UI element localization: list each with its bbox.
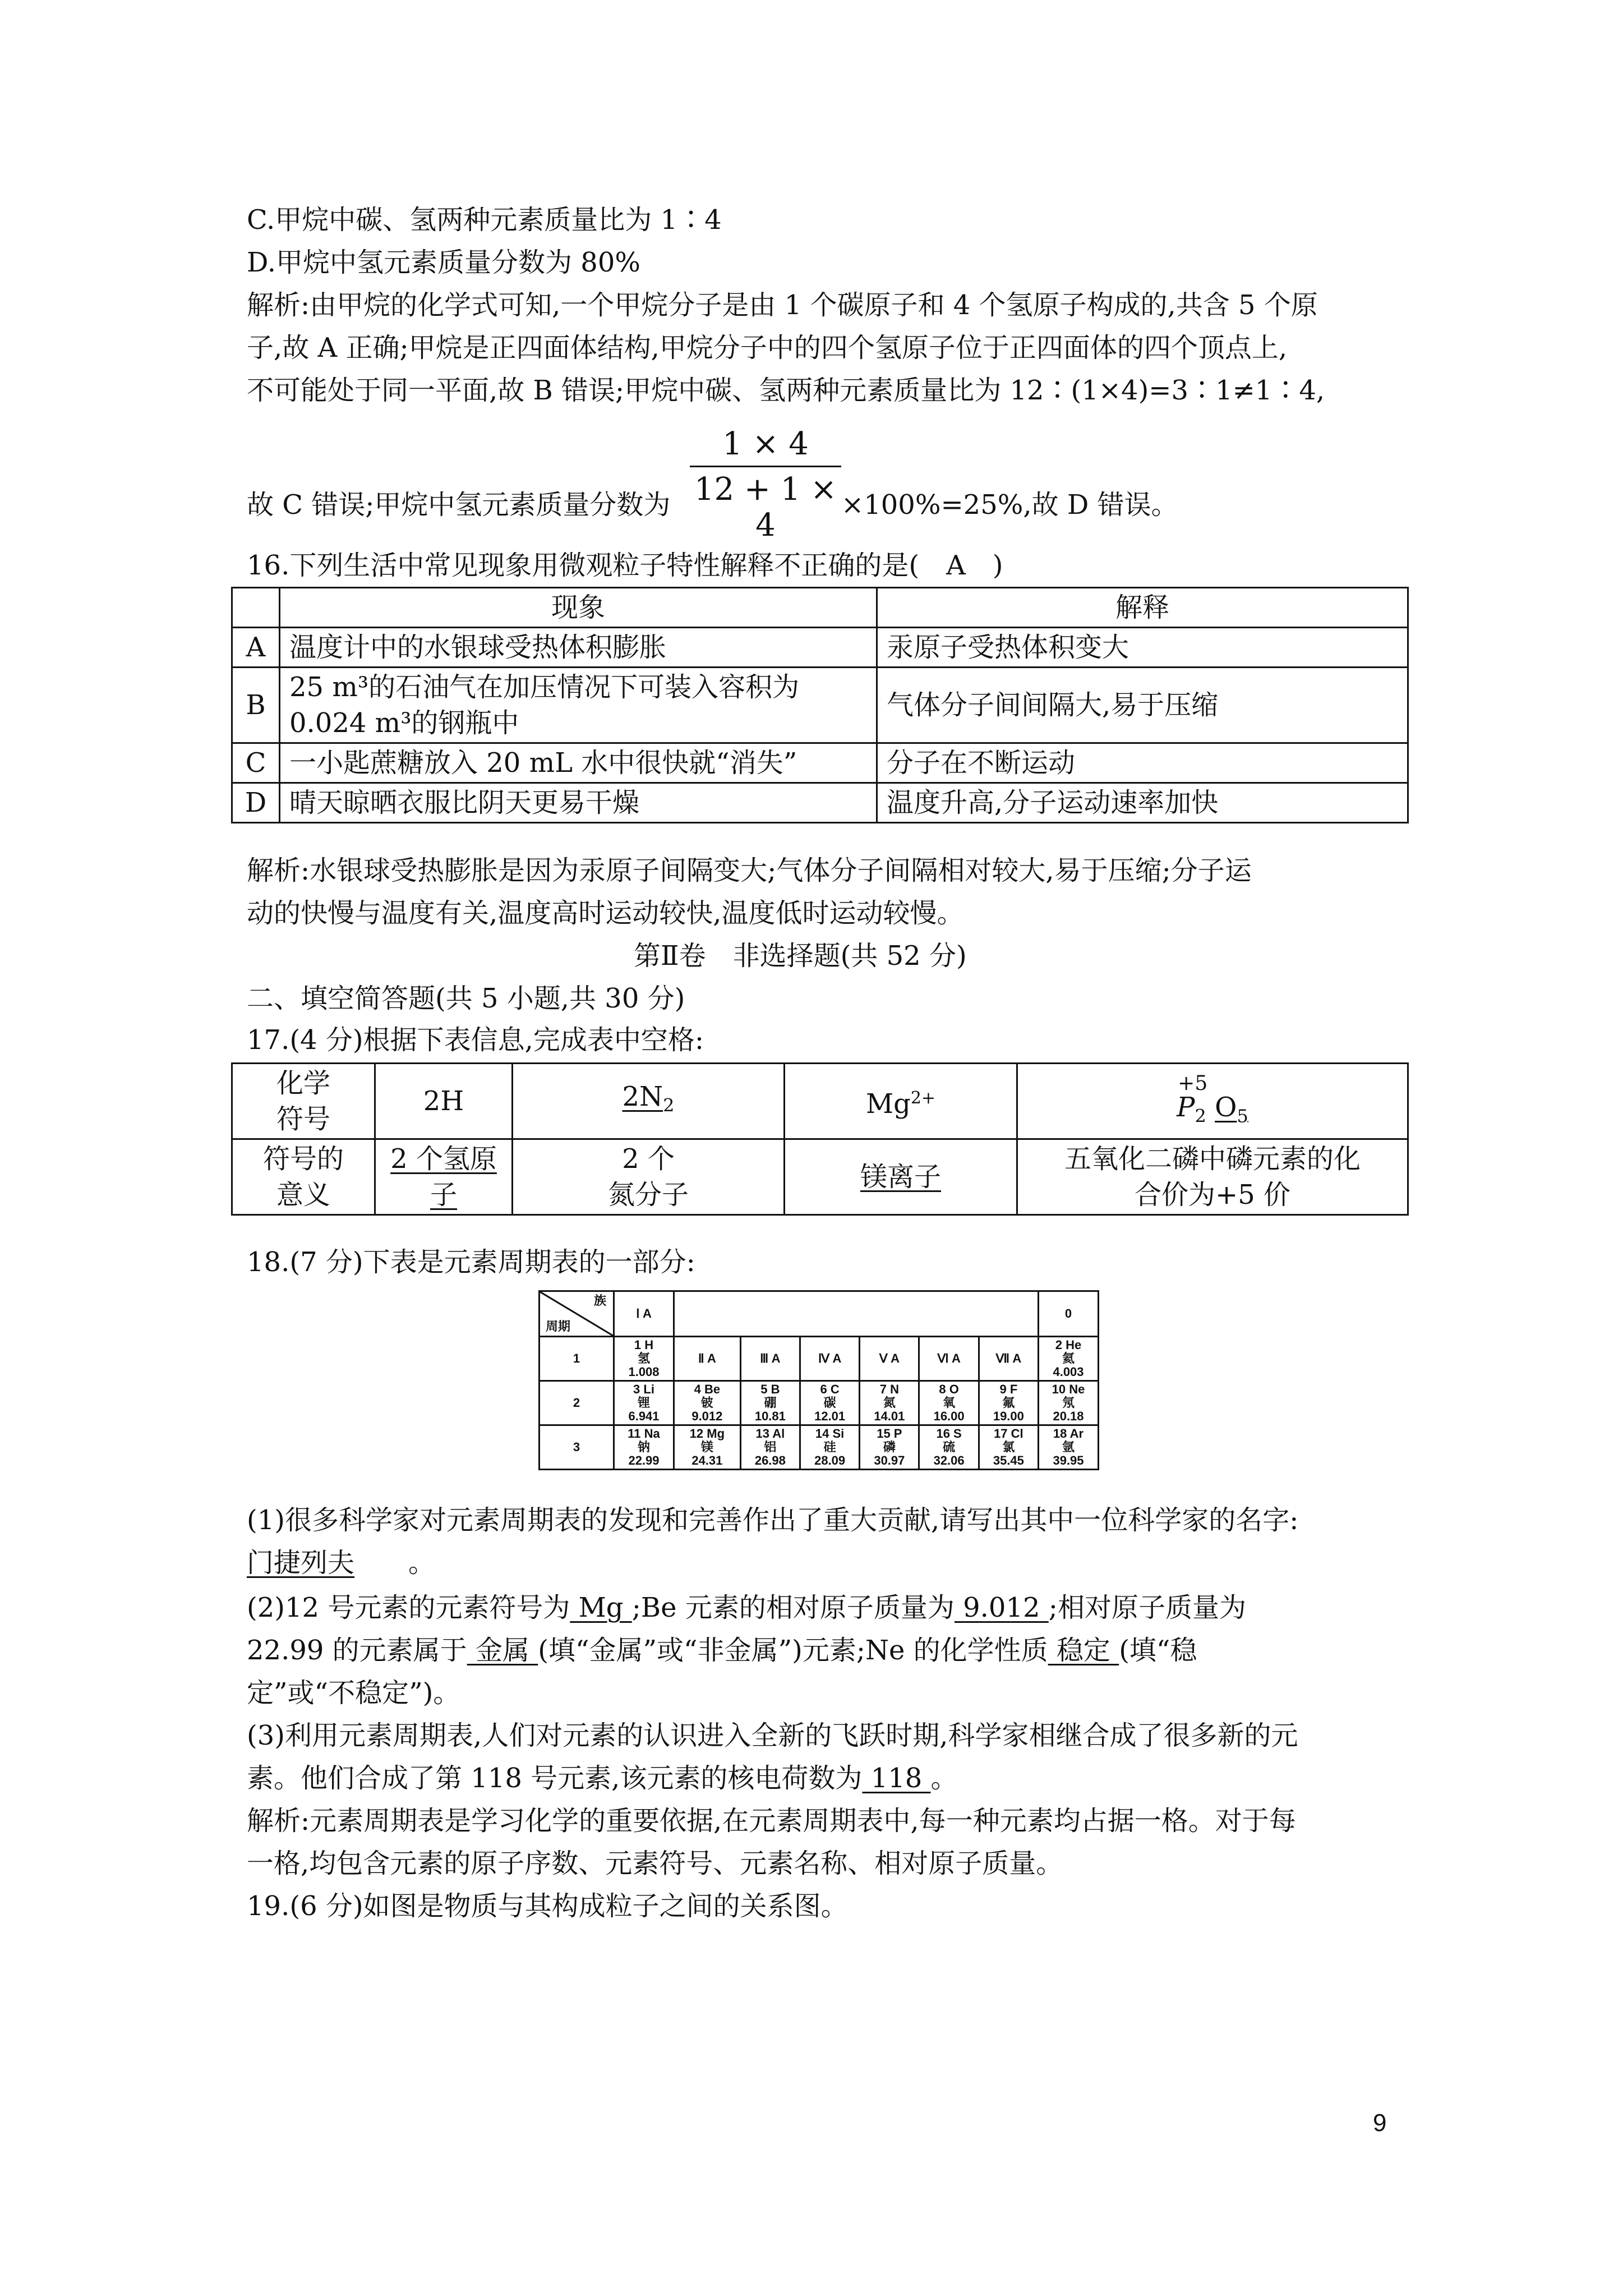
answer-symbol (1215, 1092, 1248, 1127)
element-name: 硅 (823, 1440, 836, 1454)
q17-stem: 17.(4 分)根据下表信息,完成表中空格: (247, 1024, 704, 1056)
symbol-text: O (1215, 1092, 1237, 1124)
q18-part2-line3: 定”或“不稳定”)。 (247, 1677, 460, 1709)
element-name: 锂 (637, 1396, 650, 1410)
q19-stem: 19.(6 分)如图是物质与其构成粒子之间的关系图。 (247, 1890, 848, 1922)
element-cell (1039, 1425, 1099, 1470)
oxidation-symbol (1177, 1072, 1208, 1134)
table-row (232, 1064, 1408, 1139)
group-header: Ⅰ A (614, 1291, 674, 1337)
symbol-text: 2N (622, 1081, 663, 1113)
meaning-cell (785, 1139, 1017, 1215)
element-mass: 14.01 (874, 1409, 905, 1423)
answer-blank: 稳定 (1048, 1635, 1119, 1666)
element-name: 碳 (823, 1396, 836, 1410)
mass-fraction (690, 426, 841, 544)
element-name: 铍 (700, 1396, 713, 1410)
text-run: ;相对原子质量为 (1048, 1592, 1246, 1623)
answer-blank: 金属 (467, 1635, 538, 1666)
text-run: (填“金属”或“非金属”)元素;Ne 的化学性质 (538, 1635, 1048, 1666)
element-symbol: 18 Ar (1053, 1427, 1084, 1441)
element-symbol: 16 S (936, 1427, 962, 1441)
q18-part1: (1)很多科学家对元素周期表的发现和完善作出了重大贡献,请写出其中一位科学家的名字: (247, 1504, 1299, 1536)
element-symbol: 2 He (1055, 1338, 1082, 1352)
q16-stem: 16.下列生活中常见现象用微观粒子特性解释不正确的是( A ) (247, 550, 1003, 581)
q18-part1-answer-line (247, 1545, 435, 1581)
periodic-table (538, 1290, 1099, 1470)
symbol-subscript: 2 (663, 1094, 675, 1116)
answer-line: 子 (430, 1179, 457, 1211)
answer-blank: 门捷列夫 (247, 1547, 355, 1579)
phenomenon-cell (280, 668, 877, 743)
element-name: 氦 (1062, 1351, 1075, 1365)
fraction-bar (690, 466, 841, 467)
element-mass: 1.008 (628, 1365, 660, 1379)
element-cell (740, 1425, 800, 1470)
cell-line: 0.024 m³的钢瓶中 (289, 707, 519, 739)
element-symbol: 14 Si (815, 1427, 845, 1441)
row-label: B (232, 668, 280, 743)
element-cell (860, 1381, 919, 1425)
sentence-end: 。 (408, 1547, 436, 1579)
blank-cell (674, 1291, 1039, 1337)
cell-line: 符号 (276, 1103, 330, 1135)
element-cell (614, 1337, 674, 1381)
explanation-cell: 汞原子受热体积变大 (877, 628, 1408, 668)
table-row (232, 628, 1408, 668)
element-mass: 4.003 (1053, 1365, 1084, 1379)
option-d: D.甲烷中氢元素质量分数为 80% (247, 247, 640, 278)
symbol-text: Mg (865, 1088, 911, 1120)
group-header: Ⅱ A (674, 1337, 741, 1381)
analysis-line-3: 不可能处于同一平面,故 B 错误;甲烷中碳、氢两种元素质量比为 12∶(1×4)=3∶1≠1∶4, (247, 375, 1325, 406)
section-title: 第Ⅱ卷 非选择题(共 52 分) (634, 940, 967, 972)
answer-line: 2 个氢原 (390, 1143, 497, 1175)
answer-line: 镁离子 (860, 1161, 941, 1193)
element-mass: 10.81 (754, 1409, 786, 1423)
analysis-line-4b: ×100%=25%,故 D 错误。 (841, 489, 1178, 521)
row-header (232, 1064, 375, 1139)
text-run: 22.99 的元素属于 (247, 1635, 467, 1666)
table-row (232, 668, 1408, 743)
q18-part2-line1 (247, 1590, 1246, 1626)
element-mass: 26.98 (754, 1453, 786, 1467)
q17-table (231, 1062, 1409, 1216)
element-symbol: 9 F (999, 1382, 1018, 1396)
row-header (232, 1139, 375, 1215)
q18-part3-line1: (3)利用元素周期表,人们对元素的认识进入全新的飞跃时期,科学家相继合成了很多新的元 (247, 1720, 1298, 1751)
table-header-row (540, 1291, 1099, 1337)
element-mass: 16.00 (933, 1409, 965, 1423)
analysis-line-4a: 故 C 错误;甲烷中氢元素质量分数为 (247, 489, 671, 521)
symbol-cell (513, 1064, 785, 1139)
element-cell (800, 1381, 859, 1425)
phenomenon-cell: 一小匙蔗糖放入 20 mL 水中很快就“消失” (280, 743, 877, 783)
element-symbol: 11 Na (628, 1427, 660, 1441)
element-mass: 32.06 (933, 1453, 965, 1467)
q16-analysis-2: 动的快慢与温度有关,温度高时运动较快,温度低时运动较慢。 (247, 898, 964, 929)
element-mass: 35.45 (993, 1453, 1024, 1467)
explanation-cell: 分子在不断运动 (877, 743, 1408, 783)
symbol-superscript: 2+ (910, 1088, 936, 1108)
element-name: 钠 (637, 1440, 650, 1454)
text-run: 。 (930, 1763, 958, 1794)
table-row (232, 743, 1408, 783)
table-row (540, 1425, 1099, 1470)
element-name: 氢 (637, 1351, 650, 1365)
fraction-numerator: 1 × 4 (722, 426, 809, 462)
element-cell (614, 1425, 674, 1470)
element-mass: 19.00 (993, 1409, 1024, 1423)
row-label: D (232, 783, 280, 823)
table-row (232, 783, 1408, 823)
element-name: 硫 (943, 1440, 956, 1454)
text-run: (填“稳 (1119, 1635, 1197, 1666)
element-symbol: 7 N (879, 1382, 899, 1396)
symbol-subscript: 2 (1195, 1105, 1206, 1127)
table-header: 现象 (280, 588, 877, 628)
period-number: 1 (540, 1337, 614, 1381)
element-symbol: 1 H (634, 1338, 654, 1352)
element-mass: 6.941 (628, 1409, 660, 1423)
answer-blank: 9.012 (954, 1592, 1049, 1623)
group-label: 族 (593, 1294, 606, 1308)
cell-line: 2 个 (622, 1143, 675, 1175)
element-cell (800, 1425, 859, 1470)
element-symbol: 4 Be (694, 1382, 721, 1396)
table-row (540, 1337, 1099, 1381)
element-symbol: 10 Ne (1052, 1382, 1085, 1396)
symbol-cell: 2H (375, 1064, 513, 1139)
q18-analysis-1: 解析:元素周期表是学习化学的重要依据,在元素周期表中,每一种元素均占据一格。对于每 (247, 1805, 1296, 1837)
element-name: 磷 (883, 1440, 896, 1454)
meaning-cell (375, 1139, 513, 1215)
answer-symbol (622, 1081, 675, 1116)
meaning-cell (1017, 1139, 1408, 1215)
element-cell (979, 1425, 1038, 1470)
element-name: 氖 (1062, 1396, 1075, 1410)
symbol-subscript: 5 (1237, 1105, 1248, 1127)
meaning-cell (513, 1139, 785, 1215)
element-name: 氧 (943, 1396, 956, 1410)
element-name: 镁 (700, 1440, 713, 1454)
element-mass: 24.31 (691, 1453, 723, 1467)
corner-header (540, 1291, 614, 1337)
element-cell (919, 1425, 979, 1470)
cell-line: 合价为+5 价 (1134, 1179, 1291, 1211)
group-header: 0 (1039, 1291, 1099, 1337)
element-symbol: 5 B (760, 1382, 780, 1396)
element-cell (1039, 1381, 1099, 1425)
row-label: A (232, 628, 280, 668)
q18-part2-line2 (247, 1632, 1197, 1668)
group-header: Ⅳ A (800, 1337, 859, 1381)
fraction-denominator: 12 + 1 × 4 (694, 471, 837, 544)
valence-mark: +5 (1178, 1072, 1208, 1096)
group-header: Ⅶ A (979, 1337, 1038, 1381)
answer-blank: 118 (862, 1763, 931, 1794)
phenomenon-cell: 晴天晾晒衣服比阴天更易干燥 (280, 783, 877, 823)
group-header: Ⅴ A (860, 1337, 919, 1381)
element-mass: 39.95 (1053, 1453, 1084, 1467)
q16-analysis-1: 解析:水银球受热膨胀是因为汞原子间隔变大;气体分子间隔相对较大,易于压缩;分子运 (247, 855, 1252, 886)
element-name: 铝 (764, 1440, 777, 1454)
element-cell (860, 1425, 919, 1470)
group-header: Ⅵ A (919, 1337, 979, 1381)
element-symbol: 17 Cl (994, 1427, 1023, 1441)
section-subtitle: 二、填空简答题(共 5 小题,共 30 分) (247, 983, 685, 1014)
element-cell (614, 1381, 674, 1425)
analysis-line-2: 子,故 A 正确;甲烷是正四面体结构,甲烷分子中的四个氢原子位于正四面体的四个顶点上, (247, 332, 1288, 364)
page-number: 9 (1373, 2109, 1387, 2137)
row-label: C (232, 743, 280, 783)
element-symbol: 6 C (820, 1382, 840, 1396)
symbol-text: P (1177, 1092, 1195, 1124)
element-cell (674, 1425, 741, 1470)
table-header-row (232, 588, 1408, 628)
element-mass: 9.012 (691, 1409, 723, 1423)
element-mass: 20.18 (1053, 1409, 1084, 1423)
explanation-cell: 温度升高,分子运动速率加快 (877, 783, 1408, 823)
element-symbol: 8 O (939, 1382, 959, 1396)
element-cell (1039, 1337, 1099, 1381)
element-mass: 28.09 (814, 1453, 846, 1467)
analysis-line-1: 解析:由甲烷的化学式可知,一个甲烷分子是由 1 个碳原子和 4 个氢原子构成的,共含 5 个原 (247, 289, 1318, 321)
element-name: 氩 (1062, 1440, 1075, 1454)
symbol-cell (785, 1064, 1017, 1139)
explanation-cell: 气体分子间间隔大,易于压缩 (877, 668, 1408, 743)
cell-line: 化学 (276, 1068, 330, 1099)
cell-line: 25 m³的石油气在加压情况下可装入容积为 (289, 671, 800, 703)
cell-line: 氮分子 (607, 1179, 689, 1211)
element-symbol: 13 Al (755, 1427, 785, 1441)
text-run: ;Be 元素的相对原子质量为 (631, 1592, 955, 1623)
element-symbol: 12 Mg (689, 1427, 725, 1441)
element-cell (979, 1381, 1038, 1425)
element-symbol: 3 Li (633, 1382, 654, 1396)
q18-part3-line2 (247, 1760, 958, 1796)
element-name: 氯 (1002, 1440, 1015, 1454)
element-mass: 12.01 (814, 1409, 846, 1423)
phenomenon-cell: 温度计中的水银球受热体积膨胀 (280, 628, 877, 668)
option-c: C.甲烷中碳、氢两种元素质量比为 1∶4 (247, 204, 722, 236)
cell-line: 符号的 (262, 1143, 344, 1175)
cell-line: 意义 (276, 1179, 330, 1211)
element-cell (674, 1381, 741, 1425)
period-number: 3 (540, 1425, 614, 1470)
table-cell (232, 588, 280, 628)
text-run: (2)12 号元素的元素符号为 (247, 1592, 570, 1623)
group-header: Ⅲ A (740, 1337, 800, 1381)
table-header: 解释 (877, 588, 1408, 628)
text-run: 素。他们合成了第 118 号元素,该元素的核电荷数为 (247, 1763, 863, 1794)
element-mass: 22.99 (628, 1453, 660, 1467)
table-row (232, 1139, 1408, 1215)
element-name: 硼 (764, 1396, 777, 1410)
element-name: 氟 (1002, 1396, 1015, 1410)
q18-analysis-2: 一格,均包含元素的原子序数、元素符号、元素名称、相对原子质量。 (247, 1848, 1063, 1879)
element-cell (740, 1381, 800, 1425)
q16-table (231, 587, 1409, 823)
period-number: 2 (540, 1381, 614, 1425)
q18-stem: 18.(7 分)下表是元素周期表的一部分: (247, 1246, 695, 1278)
table-row (540, 1381, 1099, 1425)
element-symbol: 15 P (877, 1427, 902, 1441)
element-mass: 30.97 (874, 1453, 905, 1467)
answer-blank: Mg (570, 1592, 632, 1623)
period-label: 周期 (546, 1319, 571, 1333)
element-name: 氮 (883, 1396, 896, 1410)
cell-line: 五氧化二磷中磷元素的化 (1064, 1143, 1361, 1175)
symbol-cell (1017, 1064, 1408, 1139)
element-cell (919, 1381, 979, 1425)
